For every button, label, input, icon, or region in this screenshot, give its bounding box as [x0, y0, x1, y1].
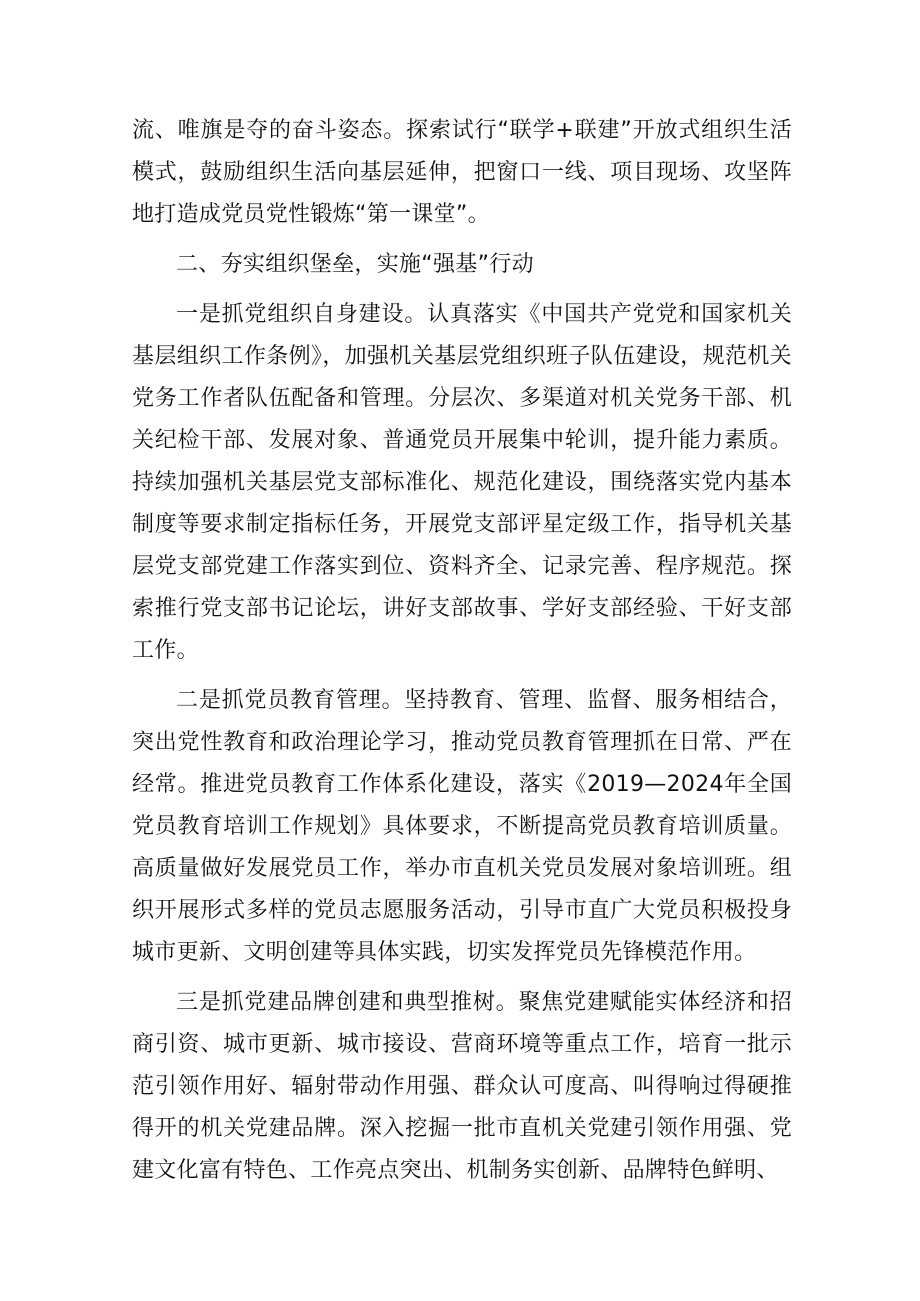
- paragraph-member-education: 二是抓党员教育管理。坚持教育、管理、监督、服务相结合，突出党性教育和政治理论学习，推动党员教育管理抓在日常、严在经常。推进党员教育工作体系化建设，落实《2019—2024年全国党员教育培训工作规划》具体要求，不断提高党员教育培训质量。高质量做好发展党员工作，举办市直机关党员发展对象培训班。组织开展形式多样的党员志愿服务活动，引导市直广大党员积极投身城市更新、文明创建等具体实践，切实发挥党员先锋模范作用。: [132, 688, 792, 965]
- paragraph-continuation: 流、唯旗是夺的奋斗姿态。探索试行“联学+联建”开放式组织生活模式，鼓励组织生活向基层延伸，把窗口一线、项目现场、攻坚阵地打造成党员党性锻炼“第一课堂”。: [132, 118, 792, 227]
- paragraph-brand-building: 三是抓党建品牌创建和典型推树。聚焦党建赋能实体经济和招商引资、城市更新、城市接设、营商环境等重点工作，培育一批示范引领作用好、辐射带动作用强、群众认可度高、叫得响过得硬推得开的机关党建品牌。深入挖掘一批市直机关党建引领作用强、党建文化富有特色、工作亮点突出、机制务实创新、品牌特色鲜明、: [132, 990, 792, 1183]
- paragraph-party-organization: 一是抓党组织自身建设。认真落实《中国共产党党和国家机关基层组织工作条例》，加强机关基层党组织班子队伍建设，规范机关党务工作者队伍配备和管理。分层次、多渠道对机关党务干部、机关纪检干部、发展对象、普通党员开展集中轮训，提升能力素质。持续加强机关基层党支部标准化、规范化建设，围绕落实党内基本制度等要求制定指标任务，开展党支部评星定级工作，指导机关基层党支部党建工作落实到位、资料齐全、记录完善、程序规范。探索推行党支部书记论坛，讲好支部故事、学好支部经验、干好支部工作。: [132, 302, 792, 663]
- section-heading: 二、夯实组织堡垒，实施“强基”行动: [176, 252, 534, 277]
- document-body: [132, 110, 792, 1192]
